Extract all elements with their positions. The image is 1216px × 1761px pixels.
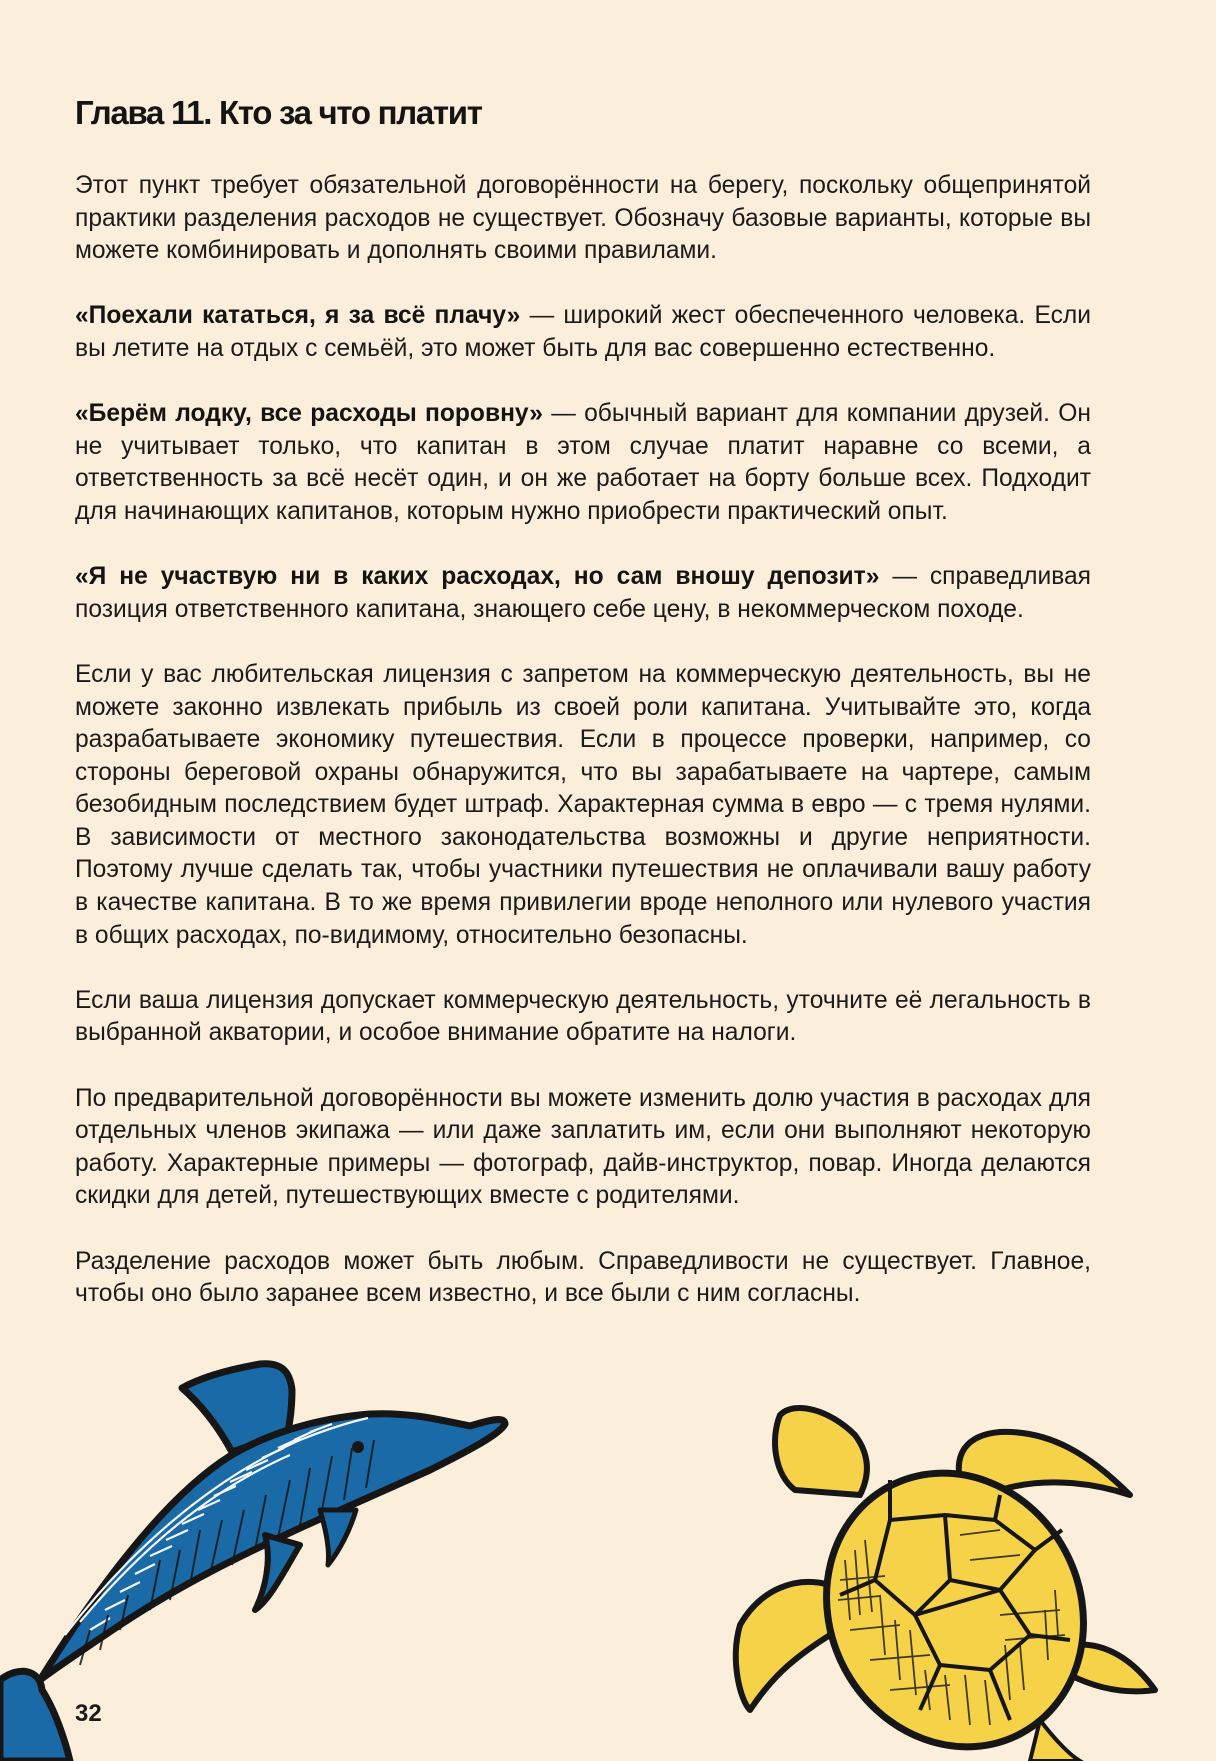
paragraph-text: — обычный вариант для компании друзей. Он не учитывает только, что капитан в этом случае платит наравне со всеми, а ответственность за всё несёт один, и он же работает на борту больше всех. Подходит для начинающих капитанов, которым нужно приобрести практический опыт. bbox=[75, 400, 1091, 525]
option-title: «Я не участвую ни в каких расходах, но сам вношу депозит» bbox=[75, 563, 880, 591]
option-title: «Поехали кататься, я за всё плачу» bbox=[75, 302, 521, 330]
paragraph-option-pay-all bbox=[75, 300, 1091, 365]
chapter-title: Глава 11. Кто за что платит bbox=[75, 94, 482, 131]
chapter-body bbox=[75, 170, 1091, 1343]
paragraph-option-split-equally bbox=[75, 398, 1091, 528]
turtle-illustration bbox=[700, 1380, 1216, 1761]
page-number: 32 bbox=[75, 1700, 102, 1727]
paragraph-text: Если у вас любительская лицензия с запретом на коммерческую деятельность, вы не можете законно извлекать прибыль из своей роли капитана. Учитывайте это, когда разрабатываете экономику путешествия. Если в процессе проверки, например, со стороны береговой охраны обнаружится, что вы зарабатываете на чартере, самым безобидным последствием будет штраф. Характерная сумма в евро — с тремя нулями. В зависимости от местного законодательства возможны и другие неприятности. Поэтому лучше сделать так, чтобы участники путешествия не оплачивали вашу работу в качестве капитана. В то же время привилегии вроде неполного или нулевого участия в общих расходах, по-видимому, относительно безопасны. bbox=[75, 660, 1091, 949]
paragraph-text: Этот пункт требует обязательной договорённости на берегу, поскольку общепринятой практики разделения расходов не существует. Обозначу базовые варианты, которые вы можете комбинировать и дополнять своими правилами. bbox=[75, 172, 1091, 265]
paragraph-intro bbox=[75, 170, 1091, 268]
paragraph-text: Разделение расходов может быть любым. Справедливости не существует. Главное, чтобы оно было заранее всем известно, и все были с ним согласны. bbox=[75, 1247, 1091, 1308]
paragraph-amateur-license bbox=[75, 659, 1091, 952]
paragraph-text: — справедливая позиция ответственного капитана, знающего себе цену, в некоммерческом походе. bbox=[75, 563, 1091, 623]
paragraph-text: По предварительной договорённости вы можете изменить долю участия в расходах для отдельных членов экипажа — или даже заплатить им, если они выполняют некоторую работу. Характерные примеры — фотограф, дайв-инструктор, повар. Иногда делаются скидки для детей, путешествующих вместе с родителями. bbox=[75, 1084, 1091, 1210]
paragraph-conclusion bbox=[75, 1246, 1091, 1311]
paragraph-text: — широкий жест обеспеченного человека. Если вы летите на отдых с семьёй, это может быть для вас совершенно естественно. bbox=[75, 302, 1091, 362]
paragraph-text: Если ваша лицензия допускает коммерческую деятельность, уточните её легальность в выбранной акватории, и особое внимание обратите на налоги. bbox=[75, 986, 1091, 1047]
paragraph-commercial-license bbox=[75, 985, 1091, 1050]
option-title: «Берём лодку, все расходы поровну» bbox=[75, 400, 543, 428]
paragraph-crew-shares bbox=[75, 1083, 1091, 1213]
paragraph-option-deposit-only bbox=[75, 561, 1091, 626]
turtle-icon bbox=[736, 1408, 1155, 1761]
